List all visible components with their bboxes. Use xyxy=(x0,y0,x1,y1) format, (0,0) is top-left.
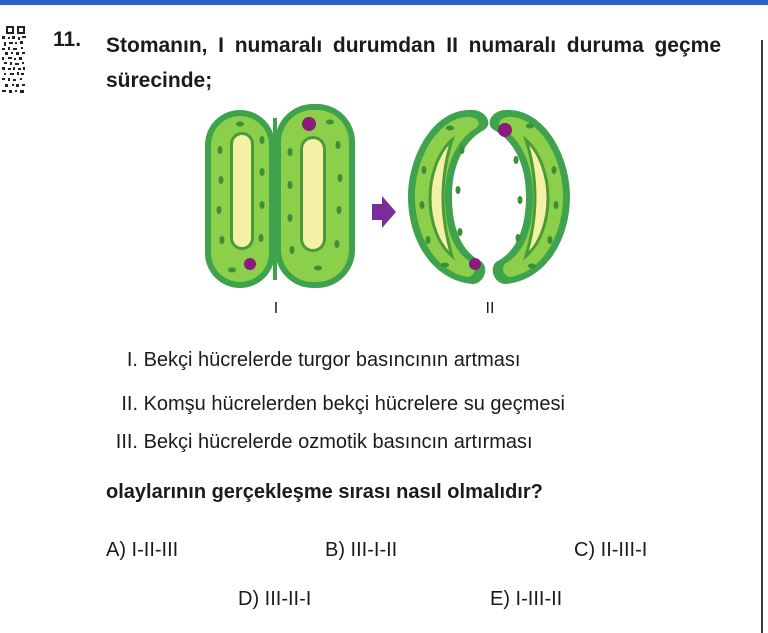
right-margin-line xyxy=(761,40,763,633)
guard-cell-right-open xyxy=(490,110,570,284)
label-state-1: I xyxy=(273,300,279,317)
statement-number: III. xyxy=(115,431,138,453)
stoma-diagram xyxy=(200,100,590,320)
guard-cell-left-open xyxy=(408,110,488,284)
option-e[interactable]: E) I-III-II xyxy=(490,588,563,610)
question-number: 11. xyxy=(53,28,82,51)
option-d[interactable]: D) III-II-I xyxy=(238,588,312,610)
statement-text: Komşu hücrelerden bekçi hücrelere su geçmesi xyxy=(143,393,565,415)
guard-cell-left-closed xyxy=(205,110,275,288)
question-text: Stomanın, I numaralı durumdan II numaralı duruma geçme sürecinde; xyxy=(106,34,721,92)
transition-arrow-icon xyxy=(372,196,396,228)
option-b[interactable]: B) III-I-II xyxy=(325,539,398,561)
top-color-bar xyxy=(0,0,768,5)
statement-2 xyxy=(106,393,565,416)
statement-number: I. xyxy=(126,349,138,371)
statement-text: Bekçi hücrelerde ozmotik basıncın artırması xyxy=(143,431,533,453)
statement-1 xyxy=(106,349,520,372)
statement-text: Bekçi hücrelerde turgor basıncının artması xyxy=(143,349,521,371)
option-c[interactable]: C) II-III-I xyxy=(574,539,648,561)
guard-cell-right-closed xyxy=(275,104,355,288)
statement-3 xyxy=(106,431,533,454)
option-a[interactable]: A) I-II-III xyxy=(106,539,179,561)
question-prompt: olaylarının gerçekleşme sırası nasıl olmalıdır? xyxy=(106,481,543,503)
label-state-2: II xyxy=(485,300,495,317)
qr-code-icon xyxy=(0,24,28,96)
statement-number: II. xyxy=(121,393,138,415)
